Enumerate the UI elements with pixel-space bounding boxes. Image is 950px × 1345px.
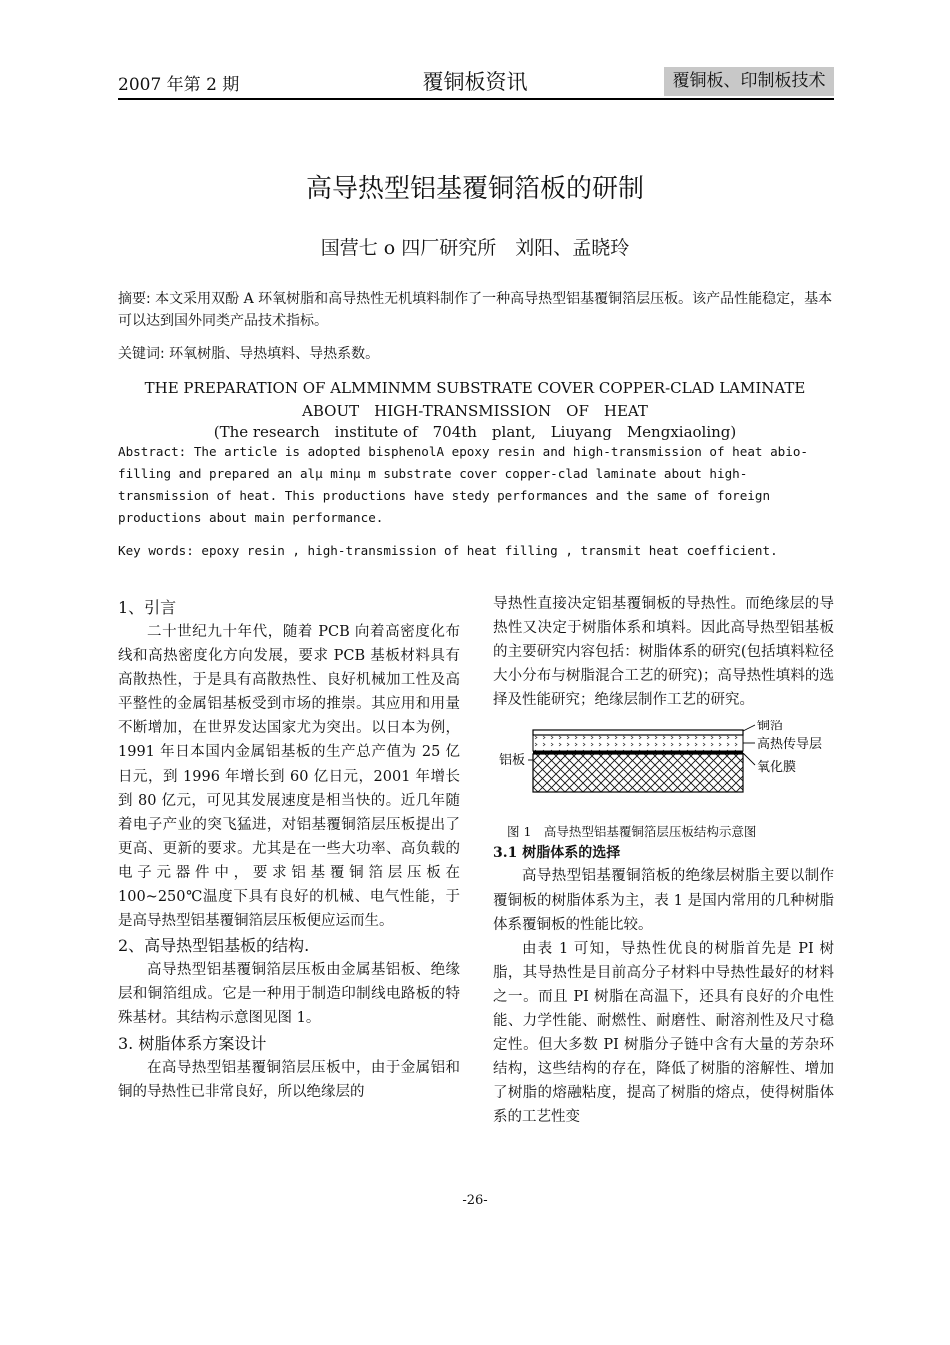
english-keywords-text: epoxy resin , high-transmission of heat filling , transmit heat coefficient. bbox=[193, 543, 778, 558]
english-keywords-label: Key words: bbox=[118, 543, 194, 558]
english-abstract-label: Abstract: bbox=[118, 444, 187, 459]
header-journal: 覆铜板资讯 bbox=[422, 70, 528, 94]
dielectric-layer bbox=[533, 735, 743, 751]
english-affiliation: (The research institute of 704th plant, Liuyang Mengxiaoling) bbox=[213, 423, 737, 441]
header-issue: 2007 年第 2 期 bbox=[118, 75, 240, 95]
abstract-cn-text: 本文采用双酚 A 环氧树脂和高导热性无机填料制作了一种高导热型铝基覆铜箔层压板。该产品性能稳定，基本可以达到国外同类产品技术指标。 bbox=[118, 291, 833, 329]
english-title-line2: ABOUT HIGH-TRANSMISSION OF HEAT bbox=[302, 402, 648, 420]
paper-authors: 国营七 ο 四厂研究所 刘阳、孟晓玲 bbox=[320, 237, 630, 259]
leader-copper bbox=[743, 725, 755, 731]
resin-paragraph: 在高导热型铝基覆铜箔层压板中，由于金属铝和铜的导热性已非常良好，所以绝缘层的 bbox=[118, 1059, 460, 1100]
english-abstract-text: The article is adopted bisphenolA epoxy resin and high-transmission of heat abio-filling and prepared an alμ minμ m substrate cover copper-clad laminate about high- transmission of heat. This productions have stedy performances and the same of foreign productions about main performance. bbox=[118, 444, 808, 525]
label-copper: 铜箔 bbox=[757, 720, 784, 734]
english-title bbox=[0, 377, 950, 423]
subsection-heading-resin-choice: 3.1 树脂体系的选择 bbox=[493, 845, 621, 862]
header-section: 覆铜板、印制板技术 bbox=[664, 67, 834, 96]
resin-choice-paragraph: 高导热型铝基覆铜箔板的绝缘层树脂主要以制作覆铜板的树脂体系为主，表 1 是国内常用的几种树脂体系覆铜板的性能比较。 bbox=[493, 868, 834, 933]
structure-paragraph: 高导热型铝基覆铜箔层压板由金属基铝板、绝缘层和铜箔组成。它是一种用于制造印制线电路板的特殊基材。其结构示意图见图 1。 bbox=[118, 962, 460, 1027]
paper-title: 高导热型铝基覆铜箔板的研制 bbox=[305, 174, 644, 204]
copper-foil-layer bbox=[533, 730, 743, 735]
section-heading-resin: 3. 树脂体系方案设计 bbox=[118, 1033, 267, 1053]
english-keywords bbox=[118, 540, 834, 562]
label-dielectric: 高热传导层 bbox=[757, 737, 823, 753]
label-aluminum: 铝板 bbox=[499, 753, 526, 769]
keywords-cn-text: 环氧树脂、导热填料、导热系数。 bbox=[164, 346, 380, 362]
keywords-cn bbox=[118, 343, 834, 363]
pi-resin-paragraph: 由表 1 可知，导热性优良的树脂首先是 PI 树脂，其导热性是目前高分子材料中导热性最好的材料之一。而且 PI 树脂在高温下，还具有良好的介电性能、力学性能、耐燃性、耐磨性、耐溶剂性及尺寸稳定性。但大多数 PI 树脂分子链中含有大量的芳杂环结构，这些结构的存在，降低了树脂的溶解性、增加了树脂的熔融粘度，提高了树脂的熔点，使得树脂体系的工艺性变 bbox=[493, 940, 834, 1126]
left-column bbox=[118, 595, 460, 1104]
intro-paragraph: 二十世纪九十年代，随着 PCB 向着高密度化布线和高热密度化方向发展，要求 PCB 基板材料具有高散热性，于是具有高散热性、良好机械加工性及高平整性的金属铝基板受到市场的推崇。其应用和用量不断增加，在世界发达国家尤为突出。以日本为例，1991 年日本国内金属铝基板的生产总产值为 25 亿日元，到 1996 年增长到 60 亿日元，2001 年增长到 80 亿元，可见其发展速度是相当快的。近几年随着电子产业的突飞猛进，对铝基覆铜箔层压板提出了更高、更新的要求。尤其是在一些大功率、高负载的电子元器件中，要求铝基覆铜箔层压板在 100~250℃温度下具有良好的机械、电气性能，于是高导热型铝基覆铜箔层压板便应运而生。 bbox=[118, 624, 460, 930]
page-number: -26- bbox=[462, 1193, 488, 1208]
right-column bbox=[493, 592, 834, 1130]
section-heading-structure: 2、高导热型铝基板的结构. bbox=[118, 936, 310, 956]
figure-caption: 图 1 高导热型铝基覆铜箔层压板结构示意图 bbox=[507, 824, 757, 840]
english-abstract bbox=[118, 441, 834, 529]
abstract-cn bbox=[118, 288, 834, 332]
abstract-cn-label: 摘要: bbox=[118, 291, 151, 307]
label-oxide: 氧化膜 bbox=[757, 760, 797, 776]
keywords-cn-label: 关键词: bbox=[118, 346, 165, 362]
laminate-diagram bbox=[493, 720, 834, 820]
structure-figure bbox=[493, 720, 834, 820]
header-rule bbox=[118, 98, 834, 100]
section-heading-intro: 1、引言 bbox=[118, 598, 177, 617]
continued-paragraph: 导热性直接决定铝基覆铜板的导热性。而绝缘层的导热性又决定于树脂体系和填料。因此高导热型铝基板的主要研究内容包括：树脂体系的研究(包括填料粒径大小分布与树脂混合工艺的研究)；高导热性填料的选择及性能研究；绝缘层制作工艺的研究。 bbox=[493, 596, 834, 709]
aluminum-layer bbox=[533, 754, 743, 792]
english-title-line1: THE PREPARATION OF ALMMINMM SUBSTRATE COVER COPPER-CLAD LAMINATE bbox=[144, 379, 806, 397]
leader-oxide bbox=[743, 753, 755, 765]
